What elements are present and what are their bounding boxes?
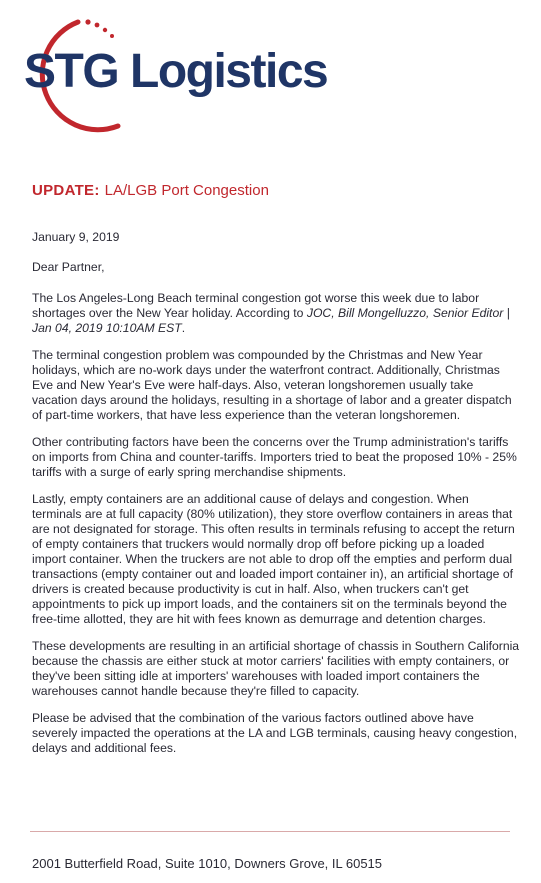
update-heading <box>32 182 269 199</box>
letter-date: January 9, 2019 <box>32 230 120 244</box>
paragraph-chassis: These developments are resulting in an artificial shortage of chassis in Southern California because the chassis are either stuck at motor carriers' facilities with empty containers, or they've been sitting idle at importers' warehouses with loaded import containers the warehouses cannot handle because they're filled to capacity. <box>32 639 520 698</box>
paragraph-tariffs: Other contributing factors have been the concerns over the Trump administration's tariffs on imports from China and counter-tariffs. Importers tried to beat the proposed 10% - 25% tariffs with a surge of early spring merchandise shipments. <box>32 435 517 479</box>
source-citation: JOC, Bill Mongelluzzo, Senior Editor | Jan 04, 2019 10:10AM EST <box>32 306 510 335</box>
paragraph-intro-text: The Los Angeles-Long Beach terminal congestion got worse this week due to labor shortages over the New Year holiday. According to <box>32 291 480 320</box>
paragraph-intro-end: . <box>181 321 186 335</box>
company-logo <box>6 8 366 138</box>
paragraph-intro <box>32 291 520 336</box>
update-subject: LA/LGB Port Congestion <box>104 182 269 199</box>
letter-greeting: Dear Partner, <box>32 260 105 274</box>
footer-divider <box>30 831 510 832</box>
paragraph-empty-containers: Lastly, empty containers are an additional cause of delays and congestion. When terminals are at full capacity (80% utilization), they store overflow containers in areas that are not designated for storage. This often results in terminals refusing to accept the return of empty containers that truckers would normally drop off before picking up a loaded import container. When the truckers are not able to drop off the empties and perform dual transactions (empty container out and loaded import container in), an artificial shortage of drivers is created because productivity is cut in half. Also, when truckers can't get appointments to pick up import loads, and the containers sit on the terminals beyond the free-time allotted, they are hit with fees known as demurrage and detention charges. <box>32 492 515 626</box>
letter-body <box>32 230 520 768</box>
logo-wordmark: STG Logistics <box>24 45 328 98</box>
update-label: UPDATE: <box>32 182 100 199</box>
footer-address: 2001 Butterfield Road, Suite 1010, Downers Grove, IL 60515 <box>32 856 383 871</box>
paragraph-advisory: Please be advised that the combination of the various factors outlined above have severely impacted the operations at the LA and LGB terminals, causing heavy congestion, delays and additional fees. <box>32 711 518 755</box>
paragraph-holidays: The terminal congestion problem was compounded by the Christmas and New Year holidays, which are no-work days under the waterfront contract. Additionally, Christmas Eve and New Year's Eve were half-days. Also, veteran longshoremen usually take vacation days around the holidays, resulting in a shortage of labor and a greater dispatch of part-time workers, that have less experience than the veteran longshoremen. <box>32 348 512 422</box>
